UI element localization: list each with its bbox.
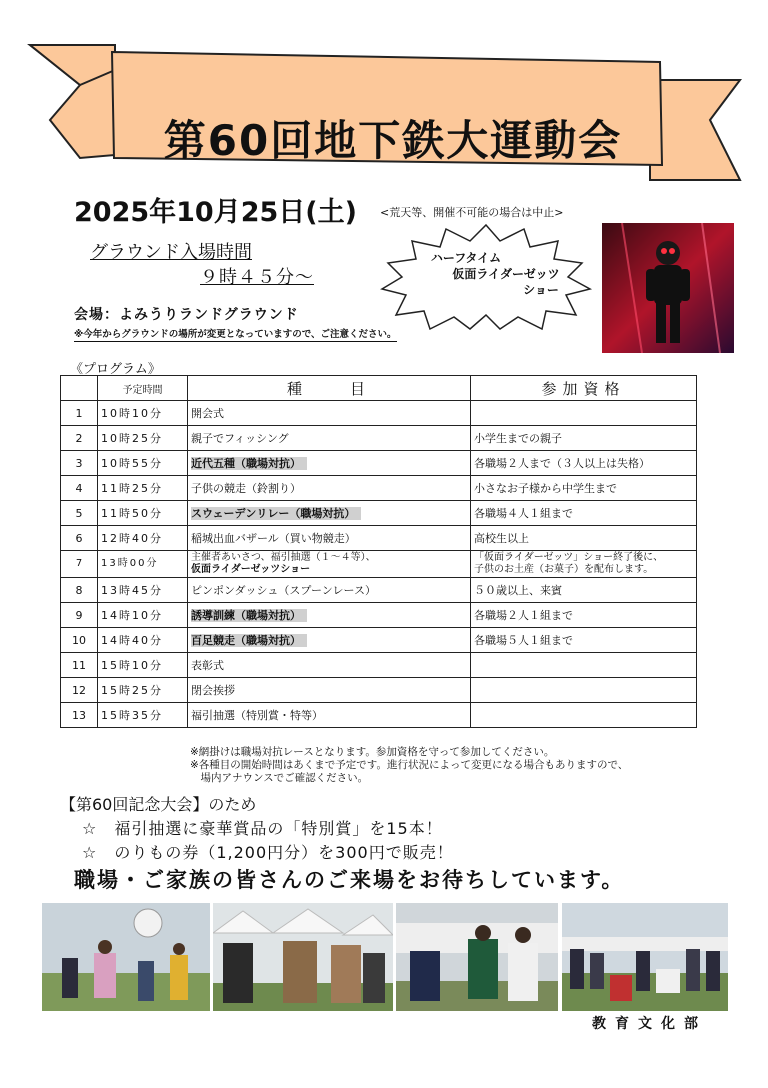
row-event-highlight: 近代五種（職場対抗）: [191, 457, 307, 470]
halftime-line-3: ショー: [523, 283, 559, 297]
row-event: [188, 451, 471, 476]
table-row: [61, 401, 697, 426]
row-event: 福引抽選（特別賞・特等）: [188, 703, 471, 728]
table-row: [61, 501, 697, 526]
row-event-highlight: スウェーデンリレー（職場対抗）: [191, 507, 361, 520]
row-event: 表彰式: [188, 653, 471, 678]
row-event: 親子でフィッシング: [188, 426, 471, 451]
table-row: [61, 551, 697, 578]
table-row: [61, 653, 697, 678]
halftime-line-1: ハーフタイム: [430, 251, 502, 265]
table-header-row: [61, 376, 697, 401]
row-event-highlight: 誘導訓練（職場対抗）: [191, 609, 307, 622]
entry-time-label: グラウンド入場時間: [90, 242, 252, 263]
row-qualification: 小学生までの親子: [471, 426, 697, 451]
footnote-3: 場内アナウンスでご確認ください。: [190, 772, 369, 784]
row-qualification: 各職場５人１組まで: [471, 628, 697, 653]
row-no: 7: [61, 551, 98, 578]
footnotes: [190, 746, 628, 785]
header-event: 種 目: [188, 376, 471, 401]
row-event: 子供の競走（鈴割り）: [188, 476, 471, 501]
event-photo-tents: [213, 903, 393, 1011]
row-event-highlight: 百足競走（職場対抗）: [191, 634, 307, 647]
row-time: 12時40分: [98, 526, 188, 551]
row-qualification: 各職場４人１組まで: [471, 501, 697, 526]
row-qualification: [471, 653, 697, 678]
program-table: [60, 375, 697, 728]
table-row: [61, 426, 697, 451]
footnote-1: ※網掛けは職場対抗レースとなります。参加資格を守って参加してください。: [190, 746, 555, 758]
row-qualification: 各職場２人１組まで: [471, 603, 697, 628]
row-no: 1: [61, 401, 98, 426]
row-event-line-2: 仮面ライダーゼッツショー: [191, 564, 311, 575]
program-heading: 《プログラム》: [70, 362, 161, 377]
row-no: 4: [61, 476, 98, 501]
event-title: 第60回地下鉄大運動会: [163, 116, 623, 165]
event-photo-relay: [396, 903, 558, 1011]
halftime-line-2: 仮面ライダーゼッツ: [452, 267, 560, 281]
header-qualification: 参加資格: [471, 376, 697, 401]
row-no: 12: [61, 678, 98, 703]
row-event: ピンポンダッシュ（スプーンレース）: [188, 578, 471, 603]
row-qualification: ５０歳以上、来賓: [471, 578, 697, 603]
row-event: [188, 603, 471, 628]
table-row: [61, 703, 697, 728]
row-qualification: 小さなお子様から中学生まで: [471, 476, 697, 501]
row-time: 11時25分: [98, 476, 188, 501]
row-time: 14時10分: [98, 603, 188, 628]
anniversary-item-2: ☆ のりもの券（1,200円分）を300円で販売！: [82, 843, 454, 862]
footnote-2: ※各種目の開始時間はあくまで予定です。進行状況によって変更になる場合もありますので、: [190, 759, 629, 771]
event-photo-group: [562, 903, 728, 1011]
row-event: 稲城出血バザール（買い物競走）: [188, 526, 471, 551]
row-no: 5: [61, 501, 98, 526]
row-time: 15時10分: [98, 653, 188, 678]
row-qualification-line-2: 子供のお土産（お菓子）を配布します。: [474, 564, 654, 575]
row-qualification: [471, 703, 697, 728]
row-time: 10時55分: [98, 451, 188, 476]
row-qualification: [471, 551, 697, 578]
event-date: 2025年10月25日(土): [74, 197, 357, 228]
row-no: 11: [61, 653, 98, 678]
row-time: 10時25分: [98, 426, 188, 451]
table-row: [61, 451, 697, 476]
row-event: [188, 628, 471, 653]
entry-time-value: ９時４５分～: [200, 267, 314, 288]
header-no: [61, 376, 98, 401]
table-row: [61, 628, 697, 653]
row-qualification: 高校生以上: [471, 526, 697, 551]
row-time: 14時40分: [98, 628, 188, 653]
row-no: 8: [61, 578, 98, 603]
row-qualification: [471, 401, 697, 426]
row-event: 開会式: [188, 401, 471, 426]
event-photo-ball: [42, 903, 210, 1011]
row-time: 13時00分: [98, 551, 188, 578]
row-no: 10: [61, 628, 98, 653]
row-time: 13時45分: [98, 578, 188, 603]
table-row: [61, 678, 697, 703]
row-time: 10時10分: [98, 401, 188, 426]
row-no: 9: [61, 603, 98, 628]
cancellation-note: <荒天等、開催不可能の場合は中止>: [380, 206, 564, 219]
table-row: [61, 578, 697, 603]
row-event-line-1: 主催者あいさつ、福引抽選（１～４等）、: [191, 552, 376, 563]
row-time: 11時50分: [98, 501, 188, 526]
header-time: 予定時間: [98, 376, 188, 401]
welcome-message: 職場・ご家族の皆さんのご来場をお待ちしています。: [74, 868, 625, 892]
row-no: 6: [61, 526, 98, 551]
anniversary-item-1: ☆ 福引抽選に豪華賞品の「特別賞」を15本！: [82, 819, 443, 838]
venue: 会場：よみうりランドグラウンド: [74, 307, 299, 323]
row-time: 15時35分: [98, 703, 188, 728]
table-row: [61, 526, 697, 551]
row-no: 3: [61, 451, 98, 476]
row-event: [188, 551, 471, 578]
row-qualification: 各職場２人まで（３人以上は失格）: [471, 451, 697, 476]
title-banner: [20, 40, 750, 190]
row-event: 閉会挨拶: [188, 678, 471, 703]
kamen-rider-photo: [602, 223, 734, 353]
table-row: [61, 476, 697, 501]
row-time: 15時25分: [98, 678, 188, 703]
table-row: [61, 603, 697, 628]
organizer-department: 教育文化部: [592, 1016, 707, 1032]
anniversary-heading: 【第60回記念大会】のため: [60, 795, 257, 814]
row-event: [188, 501, 471, 526]
row-qualification-line-1: 「仮面ライダーゼッツ」ショー終了後に、: [474, 552, 664, 563]
halftime-show-text: [378, 250, 594, 298]
row-no: 2: [61, 426, 98, 451]
row-no: 13: [61, 703, 98, 728]
row-qualification: [471, 678, 697, 703]
venue-change-note: ※今年からグラウンドの場所が変更となっていますので、ご注意ください。: [74, 326, 397, 342]
